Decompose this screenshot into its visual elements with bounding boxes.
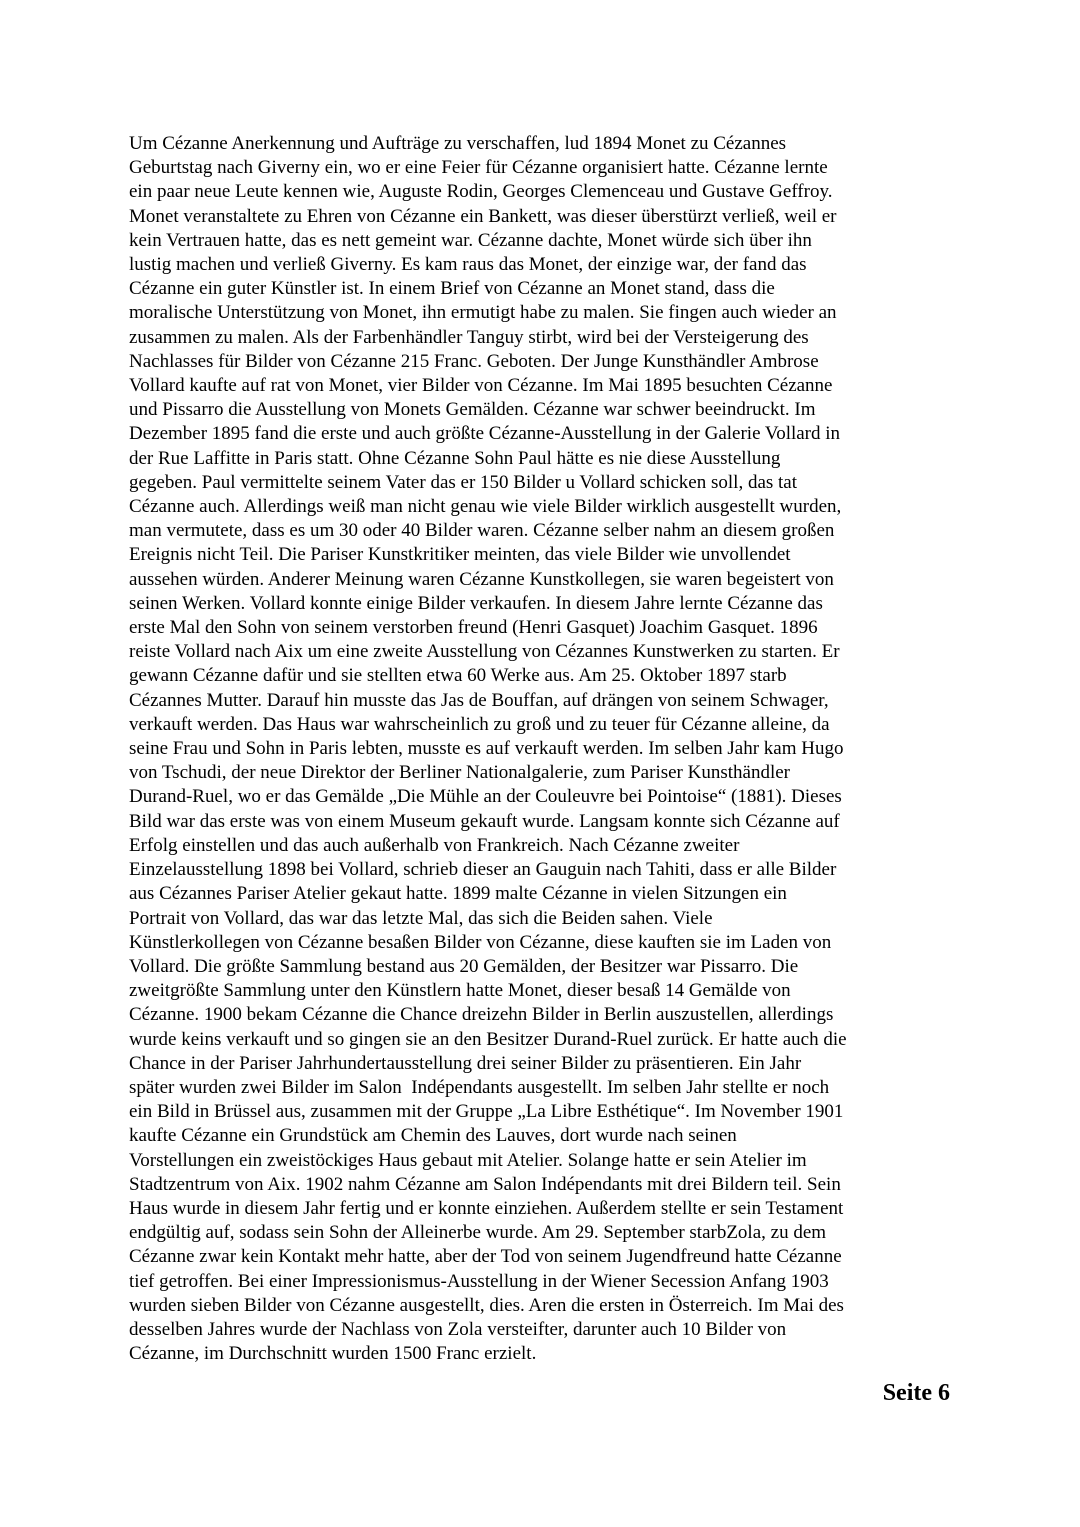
- text-line: Vollard kaufte auf rat von Monet, vier Bilder von Cézanne. Im Mai 1895 besuchten Cézanne: [129, 375, 833, 397]
- text-line: aus Cézannes Pariser Atelier gekaut hatte. 1899 malte Cézanne in vielen Sitzungen ein: [129, 883, 787, 905]
- text-line: Cézannes Mutter. Darauf hin musste das Jas de Bouffan, auf drängen von seinem Schwager,: [129, 689, 829, 711]
- text-line: kein Vertrauen hatte, das es nett gemeint war. Cézanne dachte, Monet würde sich über ihn: [129, 229, 812, 251]
- text-line: und Pissarro die Ausstellung von Monets Gemälden. Cézanne war schwer beeindruckt. Im: [129, 399, 816, 421]
- text-line: Cézanne, im Durchschnitt wurden 1500 Franc erzielt.: [129, 1343, 537, 1365]
- text-line: Einzelausstellung 1898 bei Vollard, schrieb dieser an Gauguin nach Tahiti, dass er alle Bilder: [129, 859, 837, 881]
- text-line: desselben Jahres wurde der Nachlass von Zola versteifter, darunter auch 10 Bilder von: [129, 1318, 787, 1340]
- text-line: wurde keins verkauft und so gingen sie an den Besitzer Durand-Ruel zurück. Er hatte auch die: [129, 1028, 847, 1050]
- text-line: Bild war das erste was von einem Museum gekauft wurde. Langsam konnte sich Cézanne auf: [129, 810, 840, 832]
- text-line: Um Cézanne Anerkennung und Aufträge zu verschaffen, lud 1894 Monet zu Cézannes: [129, 133, 787, 154]
- page-number: Seite 6: [882, 1380, 950, 1406]
- text-line: wurden sieben Bilder von Cézanne ausgestellt, dies. Aren die ersten in Österreich. Im Mai des: [129, 1294, 844, 1316]
- text-line: seinen Werken. Vollard konnte einige Bilder verkaufen. In diesem Jahre lernte Cézanne das: [129, 592, 823, 614]
- text-line: ein paar neue Leute kennen wie, Auguste Rodin, Georges Clemenceau und Gustave Geffroy.: [129, 181, 833, 203]
- body-text: [129, 132, 959, 1366]
- text-line: Portrait von Vollard, das war das letzte Mal, das sich die Beiden sahen. Viele: [129, 907, 713, 929]
- text-line: Stadtzentrum von Aix. 1902 nahm Cézanne am Salon Indépendants mit drei Bildern teil. Sein: [129, 1173, 841, 1195]
- text-line: man vermutete, dass es um 30 oder 40 Bilder waren. Cézanne selber nahm an diesem großen: [129, 520, 835, 542]
- text-line: Erfolg einstellen und das auch außerhalb von Frankreich. Nach Cézanne zweiter: [129, 834, 740, 856]
- text-line: Monet veranstaltete zu Ehren von Cézanne ein Bankett, was dieser überstürzt verließ, weil er: [129, 205, 837, 227]
- text-line: gegeben. Paul vermittelte seinem Vater das er 150 Bilder u Vollard schicken soll, das tat: [129, 471, 798, 493]
- text-line: aussehen würden. Anderer Meinung waren Cézanne Kunstkollegen, sie waren begeistert von: [129, 568, 834, 590]
- text-line: reiste Vollard nach Aix um eine zweite Ausstellung von Cézannes Kunstwerken zu starten. Er: [129, 641, 840, 663]
- text-line: Dezember 1895 fand die erste und auch größte Cézanne-Ausstellung in der Galerie Vollard in: [129, 423, 841, 445]
- text-line: Cézanne ein guter Künstler ist. In einem Brief von Cézanne an Monet stand, dass die: [129, 278, 775, 300]
- text-line: zweitgrößte Sammlung unter den Künstlern hatte Monet, dieser besaß 14 Gemälde von: [129, 980, 791, 1002]
- text-line: gewann Cézanne dafür und sie stellten etwa 60 Werke aus. Am 25. Oktober 1897 starb: [129, 665, 787, 687]
- text-line: moralische Unterstützung von Monet, ihn ermutigt habe zu malen. Sie fingen auch wieder an: [129, 302, 837, 324]
- text-line: später wurden zwei Bilder im Salon Indépendants ausgestellt. Im selben Jahr stellte er noch: [129, 1076, 830, 1098]
- text-line: Vollard. Die größte Sammlung bestand aus 20 Gemälden, der Besitzer war Pissarro. Die: [129, 955, 799, 977]
- text-line: Haus wurde in diesem Jahr fertig und er konnte einziehen. Außerdem stellte er sein Testament: [129, 1197, 844, 1219]
- text-line: verkauft werden. Das Haus war wahrscheinlich zu groß und zu teuer für Cézanne alleine, da: [129, 713, 830, 735]
- text-line: Ereignis nicht Teil. Die Pariser Kunstkritiker meinten, das viele Bilder wie unvollendet: [129, 544, 791, 566]
- text-line: endgültig auf, sodass sein Sohn der Alleinerbe wurde. Am 29. September starbZola, zu dem: [129, 1222, 827, 1244]
- text-line: seine Frau und Sohn in Paris lebten, musste es auf verkauft werden. Im selben Jahr kam Hugo: [129, 738, 844, 760]
- text-line: Durand-Ruel, wo er das Gemälde „Die Mühle an der Couleuvre bei Pointoise“ (1881). Dieses: [129, 786, 842, 808]
- text-line: tief getroffen. Bei einer Impressionismus-Ausstellung in der Wiener Secession Anfang 1903: [129, 1270, 829, 1292]
- text-line: Vorstellungen ein zweistöckiges Haus gebaut mit Atelier. Solange hatte er sein Atelier im: [129, 1149, 807, 1171]
- text-line: kaufte Cézanne ein Grundstück am Chemin des Lauves, dort wurde nach seinen: [129, 1125, 737, 1147]
- text-line: Cézanne auch. Allerdings weiß man nicht genau wie viele Bilder wirklich ausgestellt wurden,: [129, 496, 842, 518]
- text-line: Chance in der Pariser Jahrhundertausstellung drei seiner Bilder zu präsentieren. Ein Jahr: [129, 1052, 802, 1074]
- text-line: Cézanne. 1900 bekam Cézanne die Chance dreizehn Bilder in Berlin auszustellen, allerdings: [129, 1004, 834, 1026]
- text-line: erste Mal den Sohn von seinem verstorben freund (Henri Gasquet) Joachim Gasquet. 1896: [129, 617, 818, 639]
- text-line: Geburtstag nach Giverny ein, wo er eine Feier für Cézanne organisiert hatte. Cézanne lernte: [129, 157, 828, 179]
- text-line: der Rue Laffitte in Paris statt. Ohne Cézanne Sohn Paul hätte es nie diese Ausstellung: [129, 447, 781, 469]
- text-line: zusammen zu malen. Als der Farbenhändler Tanguy stirbt, wird bei der Versteigerung des: [129, 326, 809, 348]
- text-line: von Tschudi, der neue Direktor der Berliner Nationalgalerie, zum Pariser Kunsthändler: [129, 762, 790, 784]
- text-line: lustig machen und verließ Giverny. Es kam raus das Monet, der einzige war, der fand das: [129, 254, 807, 276]
- text-line: Cézanne zwar kein Kontakt mehr hatte, aber der Tod von seinem Jugendfreund hatte Cézanne: [129, 1246, 842, 1268]
- text-line: Nachlasses für Bilder von Cézanne 215 Franc. Geboten. Der Junge Kunsthändler Ambrose: [129, 350, 819, 372]
- text-line: ein Bild in Brüssel aus, zusammen mit der Gruppe „La Libre Esthétique“. Im November 1901: [129, 1101, 844, 1123]
- text-line: Künstlerkollegen von Cézanne besaßen Bilder von Cézanne, diese kauften sie im Laden von: [129, 931, 832, 953]
